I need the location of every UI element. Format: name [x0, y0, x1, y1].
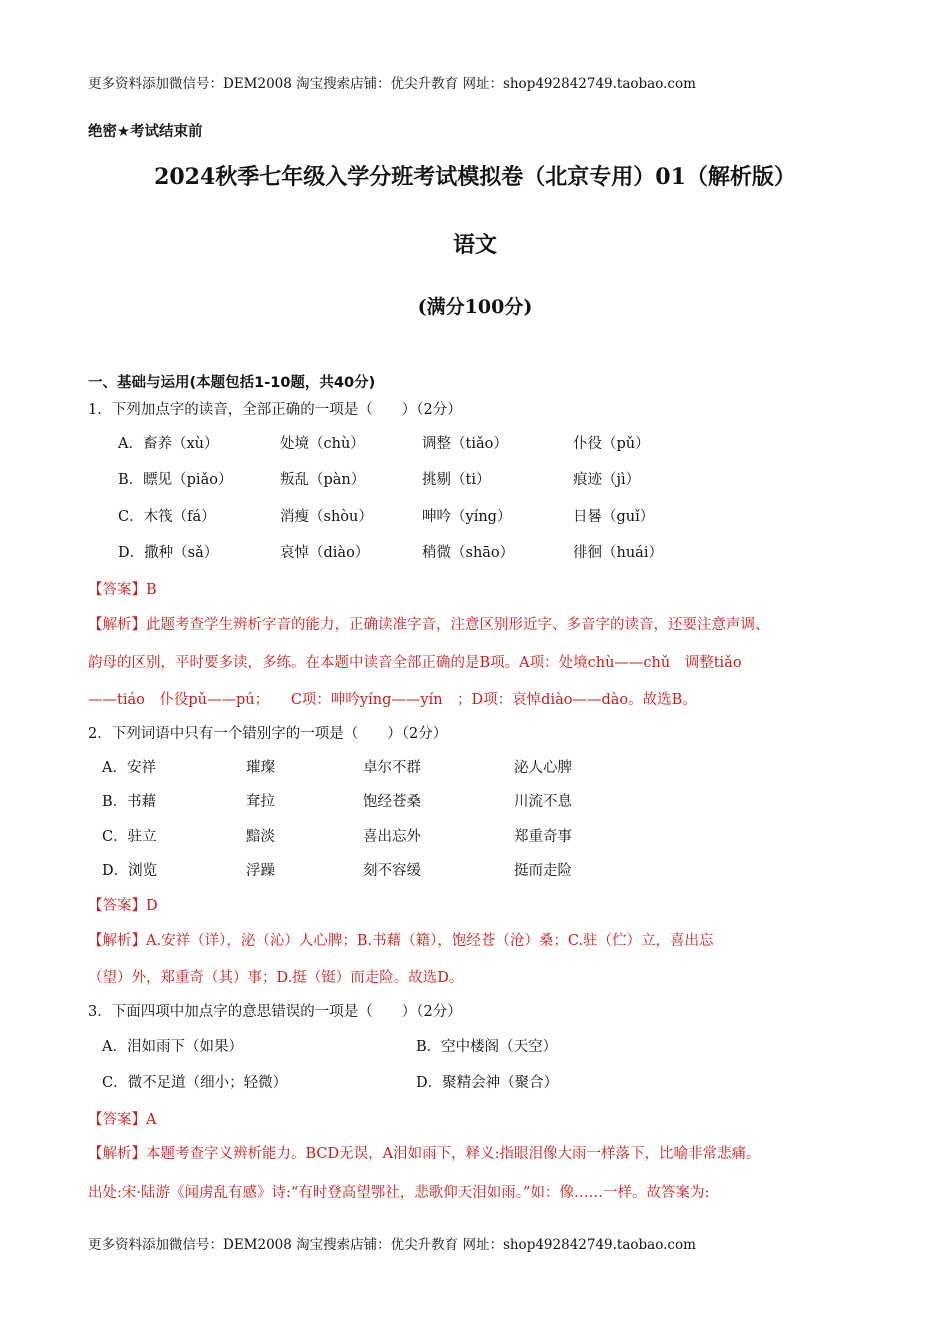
q1-option-b3: 挑剔（ti） — [422, 472, 491, 488]
q2-option-c1: C．驻立 — [102, 829, 157, 845]
q2-option-c3: 喜出忘外 — [363, 829, 421, 845]
q1-option-c2: 消瘦（shòu） — [280, 509, 373, 525]
page-footer: 更多资料添加微信号：DEM2008 淘宝搜索店铺：优尖升教育 网址：shop492842749.taobao.com — [88, 1237, 696, 1253]
page-title: 2024秋季七年级入学分班考试模拟卷（北京专用）01（解析版） — [154, 164, 796, 190]
q3-option-d: D．聚精会神（聚合） — [416, 1075, 559, 1091]
q2-option-b4: 川流不息 — [514, 794, 572, 810]
q2-answer: 【答案】D — [88, 898, 158, 914]
q2-option-d2: 浮躁 — [246, 863, 275, 879]
q3-answer: 【答案】A — [88, 1112, 157, 1128]
subject-title: 语文 — [452, 232, 497, 258]
confidential-label: 绝密★考试结束前 — [88, 124, 203, 140]
q1-option-d2: 哀悼（diào） — [280, 545, 370, 561]
q2-option-d1: D．浏览 — [102, 863, 158, 879]
q1-option-b1: B．瞟见（piǎo） — [118, 472, 233, 488]
q1-analysis-line-1: 【解析】此题考查学生辨析字音的能力，正确读准字音，注意区别形近字、多音字的读音，还要注意声调、 — [88, 617, 770, 633]
page-header: 更多资料添加微信号：DEM2008 淘宝搜索店铺：优尖升教育 网址：shop492842749.taobao.com — [88, 76, 696, 92]
q1-stem: 1．下列加点字的读音，全部正确的一项是（ ）（2分） — [88, 402, 462, 418]
q2-option-d3: 刻不容缓 — [363, 863, 421, 879]
q2-option-a3: 卓尔不群 — [363, 760, 421, 776]
q1-option-d4: 徘徊（huái） — [573, 545, 663, 561]
q2-option-a2: 璀璨 — [246, 760, 275, 776]
q1-option-b4: 痕迹（jì） — [573, 472, 641, 488]
q2-option-c4: 郑重奇事 — [514, 829, 572, 845]
q1-option-a1: A．畜养（xù） — [118, 436, 219, 452]
full-score: (满分100分) — [417, 296, 533, 318]
q1-option-d1: D．撒种（sǎ） — [118, 545, 219, 561]
q2-option-a1: A．安祥 — [102, 760, 156, 776]
q1-option-a3: 调整（tiǎo） — [422, 436, 508, 452]
q2-option-d4: 挺而走险 — [514, 863, 572, 879]
q1-option-a2: 处境（chù） — [280, 436, 365, 452]
q2-option-a4: 泌人心脾 — [514, 760, 572, 776]
q1-option-c1: C．木筏（fá） — [118, 509, 216, 525]
q1-option-b2: 叛乱（pàn） — [280, 472, 366, 488]
q2-option-b3: 饱经苍桑 — [363, 794, 421, 810]
q3-option-b: B．空中楼阁（天空） — [416, 1039, 558, 1055]
q2-analysis-line-1: 【解析】A.安祥（详），泌（沁）人心脾；B.书藉（籍），饱经苍（沧）桑；C.驻（伫）立，喜出忘 — [88, 933, 714, 949]
q2-stem: 2．下列词语中只有一个错别字的一项是（ ）（2分） — [88, 726, 448, 742]
q1-option-d3: 稍微（shāo） — [422, 545, 515, 561]
q2-option-b1: B．书藉 — [102, 794, 157, 810]
section-heading: 一、基础与运用(本题包括1-10题，共40分) — [88, 375, 376, 391]
q1-analysis-line-2: 韵母的区别，平时要多读，多练。在本题中读音全部正确的是B项。A项：处境chù——chǔ 调整tiǎo — [88, 655, 742, 671]
q3-analysis-line-1: 【解析】本题考查字义辨析能力。BCD无误，A泪如雨下，释义:指眼泪像大雨一样落下，比喻非常悲痛。 — [88, 1146, 761, 1162]
q3-option-c: C．微不足道（细小；轻微） — [102, 1075, 288, 1091]
q3-option-a: A．泪如雨下（如果） — [102, 1039, 243, 1055]
q2-option-c2: 黯淡 — [246, 829, 275, 845]
q3-analysis-line-2: 出处:宋·陆游《闻虏乱有感》诗:“有时登高望鄂社，悲歌仰天泪如雨。”如：像……一样。故答案为: — [88, 1185, 710, 1201]
q1-option-c3: 呻吟（yíng） — [422, 509, 512, 525]
q1-analysis-line-3: ——tiáo 仆役pǔ——pú； C项：呻吟yíng——yín ；D项：哀悼diào——dào。故选B。 — [88, 692, 697, 708]
q3-stem: 3．下面四项中加点字的意思错误的一项是（ ）（2分） — [88, 1004, 462, 1020]
q2-analysis-line-2: （望）外，郑重奇（其）事；D.挺（铤）而走险。故选D。 — [88, 970, 464, 986]
q1-option-a4: 仆役（pǔ） — [573, 436, 650, 452]
q2-option-b2: 耷拉 — [246, 794, 275, 810]
q1-answer: 【答案】B — [88, 582, 157, 598]
q1-option-c4: 日晷（guǐ） — [573, 509, 655, 525]
